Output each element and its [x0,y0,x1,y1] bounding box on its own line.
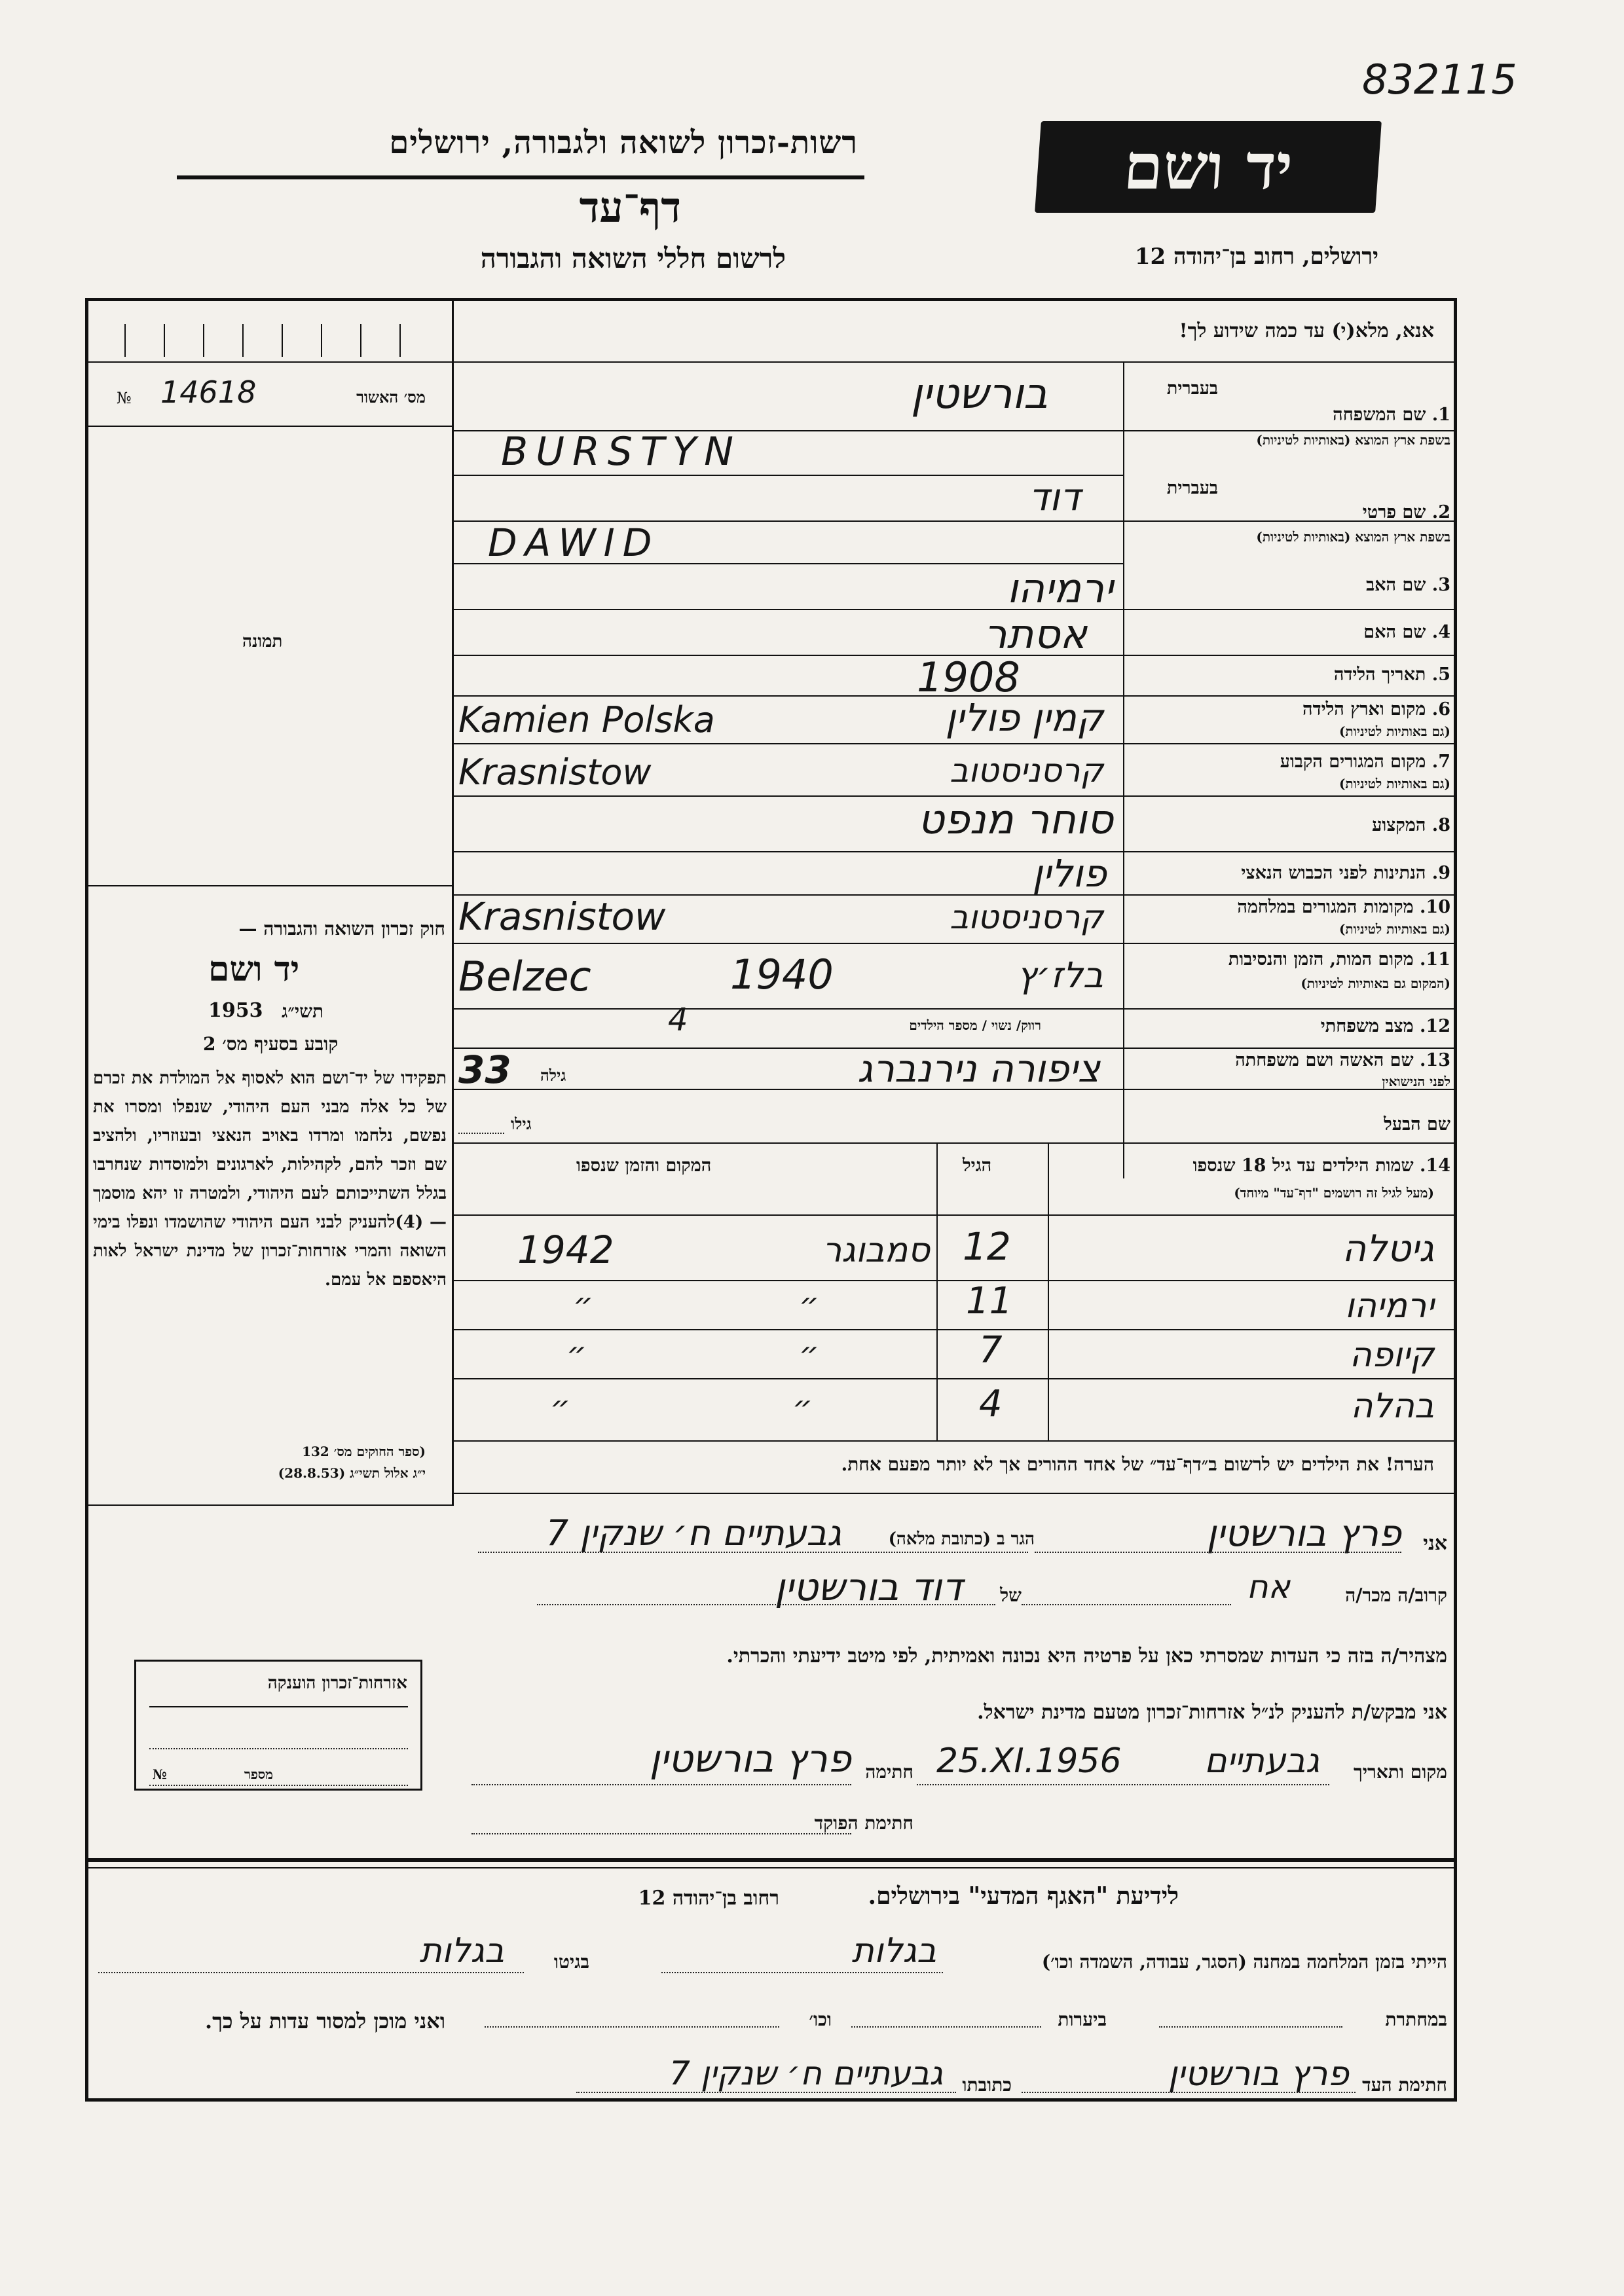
child-name: בהלה [1350,1387,1434,1426]
wife-age: 33 [458,1048,511,1092]
children-note: הערה! את הילדים יש לרשום ב״דף־עד״ של אחד ההורים אך לא יותר מפעם אחת. [841,1453,1434,1475]
field-6-label: 6. מקום וארץ הלידה [1302,699,1450,720]
left-column-bottom [88,1504,452,1506]
child-year: 1942 [517,1228,614,1272]
marital-status-text: רווק/ נשוי / מספר הילדים [909,1017,1041,1033]
child-age: 7 [979,1329,1003,1372]
field-1-sub: בשפת ארץ המוצא (באותיות לטיניות) [1256,432,1450,448]
husband-label: שם הבעל [1384,1114,1450,1135]
child-place: סמבוגר [822,1231,930,1270]
child-year: ״ [566,1336,587,1372]
profession: סוחר מנפט [917,795,1113,843]
wife-name: ציפורה נירנברג [857,1046,1100,1091]
official-signature-label: חתימת הפוקד [814,1812,913,1834]
child-name: ירמיהו [1344,1286,1434,1326]
family-name-latin: BURSTYN [501,429,742,475]
field-10-label: 10. מקומות המגורים במלחמה [1237,897,1450,917]
child-age: 11 [966,1280,1013,1322]
children-name-col [1048,1142,1049,1440]
declarant-address: גבעתיים ח׳ שנקין 7 [545,1512,841,1554]
declaration-statement: מצהיר/ה בזה כי העדות שמסרתי כאן על פרטיה היא נכונה ואמיתית, לפי מיטב ידיעתי והכרתי. [726,1645,1447,1667]
of-label: של [1000,1584,1022,1606]
ghetto-value: בגלות [419,1931,504,1971]
approval-bottom-line [88,426,452,427]
citizenship-box-title: אזרחות־זכרון הוענקה [267,1673,407,1693]
forests-label: ביערות [1058,2009,1107,2030]
children-col-age: הגיל [963,1156,992,1176]
child-name: קיופה [1349,1336,1434,1375]
child-year: ״ [573,1286,593,1323]
approval-number: 14618 [160,374,257,410]
child-name: גיטלה [1342,1228,1434,1270]
relation-label: קרוב/ה מכר/ה [1345,1584,1447,1606]
children-sub: (מעל לגיל זה רושמים "דף־עד" מיוחד) [1234,1185,1434,1201]
field-1-heb-tag: בעברית [1166,378,1218,399]
field-12-label: 12. מצב משפחתי [1320,1016,1450,1036]
field-13-label: 13. שם האשה ושם משפחתה [1235,1050,1450,1070]
citizenship-request: אני מבקש/ת להעניק לנ״ל אזרחות־זכרון מטעם מדינת ישראל. [977,1701,1447,1724]
place-value: גבעתיים [1204,1741,1320,1781]
law-source-2: י״ג אלול תשי״ג (28.8.53) [278,1465,426,1481]
yad-vashem-logo: יד ושם [1035,121,1382,213]
nationality: פולין [1032,851,1107,896]
science-camp-line: הייתי בזמן המלחמה במחנה (הסגר, עבודה, השמדה וכו׳) [1041,1951,1447,1973]
citizenship-box [134,1660,422,1791]
residing-label: הגר ב (כתובת מלאה) [888,1529,1035,1549]
field-3-label: 3. שם האב [1366,575,1450,595]
field-11-label: 11. מקום המות, הזמן והנסיבות [1228,949,1450,970]
field-11-sub: (המקום גם באותיות לטיניות) [1301,975,1450,991]
witness-address-label: כתובתו [962,2074,1012,2096]
children-header-line [452,1214,1454,1216]
child-place: ״ [792,1389,813,1426]
field-2-sub: בשפת ארץ המוצא (באותיות לטיניות) [1256,529,1450,545]
approval-label: מס׳ האשור [356,388,426,407]
citizenship-number-label: מספר [244,1766,273,1782]
signature: פרץ בורשטין [649,1736,851,1781]
declarant-ani: אני [1423,1532,1447,1555]
child-age: 4 [979,1383,1003,1425]
birth-place-hebrew: קמין פולין [945,695,1103,740]
photo-bottom-line [88,885,452,886]
science-divider-top [88,1858,1454,1862]
witness-signature: פרץ בורשטין [1168,2054,1349,2094]
form-subtitle: לרשום חללי השואה והגבורה [480,242,786,274]
left-column-divider [452,301,454,1506]
ghetto-label: בגיטו [553,1951,589,1973]
signature-label: חתימה [865,1761,913,1783]
mother-name: אסתר [984,610,1087,658]
label-column-divider [1123,361,1124,1178]
intro-line [452,361,1454,363]
law-text: תפקידו של יד־ושם הוא לאסוף אל המולדת את זכרם של כל אלה מבני העם היהודי, שנפלו ומסרו את נפשם, נלחמו ומרדו באויב הנאצי ובעוזריו, ולהציב שם וזכר להם, לקהילות, לארגונים ולמוסדות שנחרבו בגלל השתייכותם לעם היהודי, ולמטרה זו יהא מוסמך — (4)להעניק לבני העם היהודי שהושמדו ונפלו בימי השואה והמרי אזרחות־זכרון של מדינת ישראל לאות היאספם אל עמם. [93,1068,447,1290]
field-8-label: 8. המקצוע [1372,815,1450,835]
field-2-heb-tag: בעברית [1166,478,1218,498]
ready-text: ואני מוכן למסור עדות על כך. [204,2009,445,2033]
field-1-label: 1. שם המשפחה [1333,405,1450,425]
header-underline [177,175,864,179]
etc-label: וכו׳ [809,2009,832,2030]
children-count: 4 [668,1002,688,1038]
file-number: 832115 [1362,56,1517,103]
organization-name: רשות-זכרון לשואה ולגבורה, ירושלים [389,124,858,161]
photo-label: תמונה [242,632,283,651]
witness-address: גבעתיים ח׳ שנקין 7 [669,2054,943,2092]
camp-value: בגלות [851,1931,936,1971]
approval-top-line [88,361,452,363]
child-age: 12 [963,1224,1011,1269]
declarant-name: פרץ בורשטין [1206,1512,1401,1555]
residence-latin: Krasnistow [458,752,652,793]
partisans-label: במחתרת [1385,2009,1447,2030]
residence-hebrew: קרסניסטוב [950,752,1103,790]
citizenship-number-prefix: № [153,1766,167,1782]
birth-date: 1908 [917,653,1020,701]
first-name-hebrew: דוד [1028,475,1080,519]
death-place-latin: Belzec [458,953,591,1000]
field-10-sub: (גם באותיות לטיניות) [1338,921,1450,937]
approval-prefix: № [117,389,132,407]
field-9-label: 9. הנתינות לפני הכבוש הנאצי [1241,863,1450,883]
wartime-residence-hebrew: קרסניסטוב [950,898,1103,936]
first-name-latin: DAWID [488,520,660,565]
approval-tick-marks [92,324,445,357]
header-address: ירושלים, רחוב בן־יהודה 12 [1134,244,1378,270]
intro-text: אנא, מלא(י) עד כמה שידוע לך! [1179,319,1434,342]
children-age-col [936,1142,938,1440]
science-divider-bottom [88,1867,1454,1868]
law-title: חוק זכרון השואה והגבורה — [238,918,445,939]
law-clause: קובע בסעיף מס׳ 2 [203,1033,339,1055]
note-line [452,1493,1454,1494]
husband-age-label: גילו [511,1114,532,1133]
husband-age-line [458,1133,504,1134]
law-year: 1953 [208,999,263,1022]
witness-signature-label: חתימת העד [1362,2074,1447,2096]
field-7-label: 7. מקום המגורים הקבוע [1280,752,1450,772]
child-place: ״ [799,1336,819,1372]
father-name: ירמיהו [1006,564,1113,612]
child-year: ״ [550,1389,570,1426]
children-title: 14. שמות הילדים עד גיל 18 שנספו [1192,1156,1450,1176]
children-col-place: המקום והזמן שנספו [576,1156,712,1176]
field-2-label: 2. שם פרטי [1362,502,1450,522]
law-name: יד ושם [208,949,300,989]
field-5-label: 5. תאריך הלידה [1333,665,1450,685]
family-name-hebrew: בורשטין [910,370,1048,418]
wife-age-label: גילה [540,1066,566,1085]
field-13-sub: לפני הנישואין [1382,1074,1450,1089]
science-address: רחוב בן־יהודה 12 [638,1887,779,1910]
field-6-sub: (גם באותיות לטיניות) [1338,723,1450,739]
death-year: 1940 [730,951,834,998]
of-name: דוד בורשטין [774,1565,963,1609]
science-title: לידיעת "האגף המדעי" בירושלים. [868,1882,1179,1910]
relation-value: אח [1246,1568,1290,1606]
date-value: 25.XI.1956 [936,1741,1122,1781]
field-7-sub: (גם באותיות לטיניות) [1338,776,1450,792]
birth-place-latin: Kamien Polska [458,699,715,740]
field-4-label: 4. שם האם [1363,622,1450,642]
place-date-label: מקום ותאריך [1353,1761,1447,1783]
death-place-hebrew: בלז׳ץ [1016,955,1103,996]
law-source-1: (ספר החוקים מס׳ 132 [302,1444,426,1459]
law-year-heb: תשי״ג [282,1000,324,1022]
wartime-residence-latin: Krasnistow [458,894,666,939]
child-place: ״ [799,1286,819,1323]
form-title: דף־עד [579,183,681,232]
